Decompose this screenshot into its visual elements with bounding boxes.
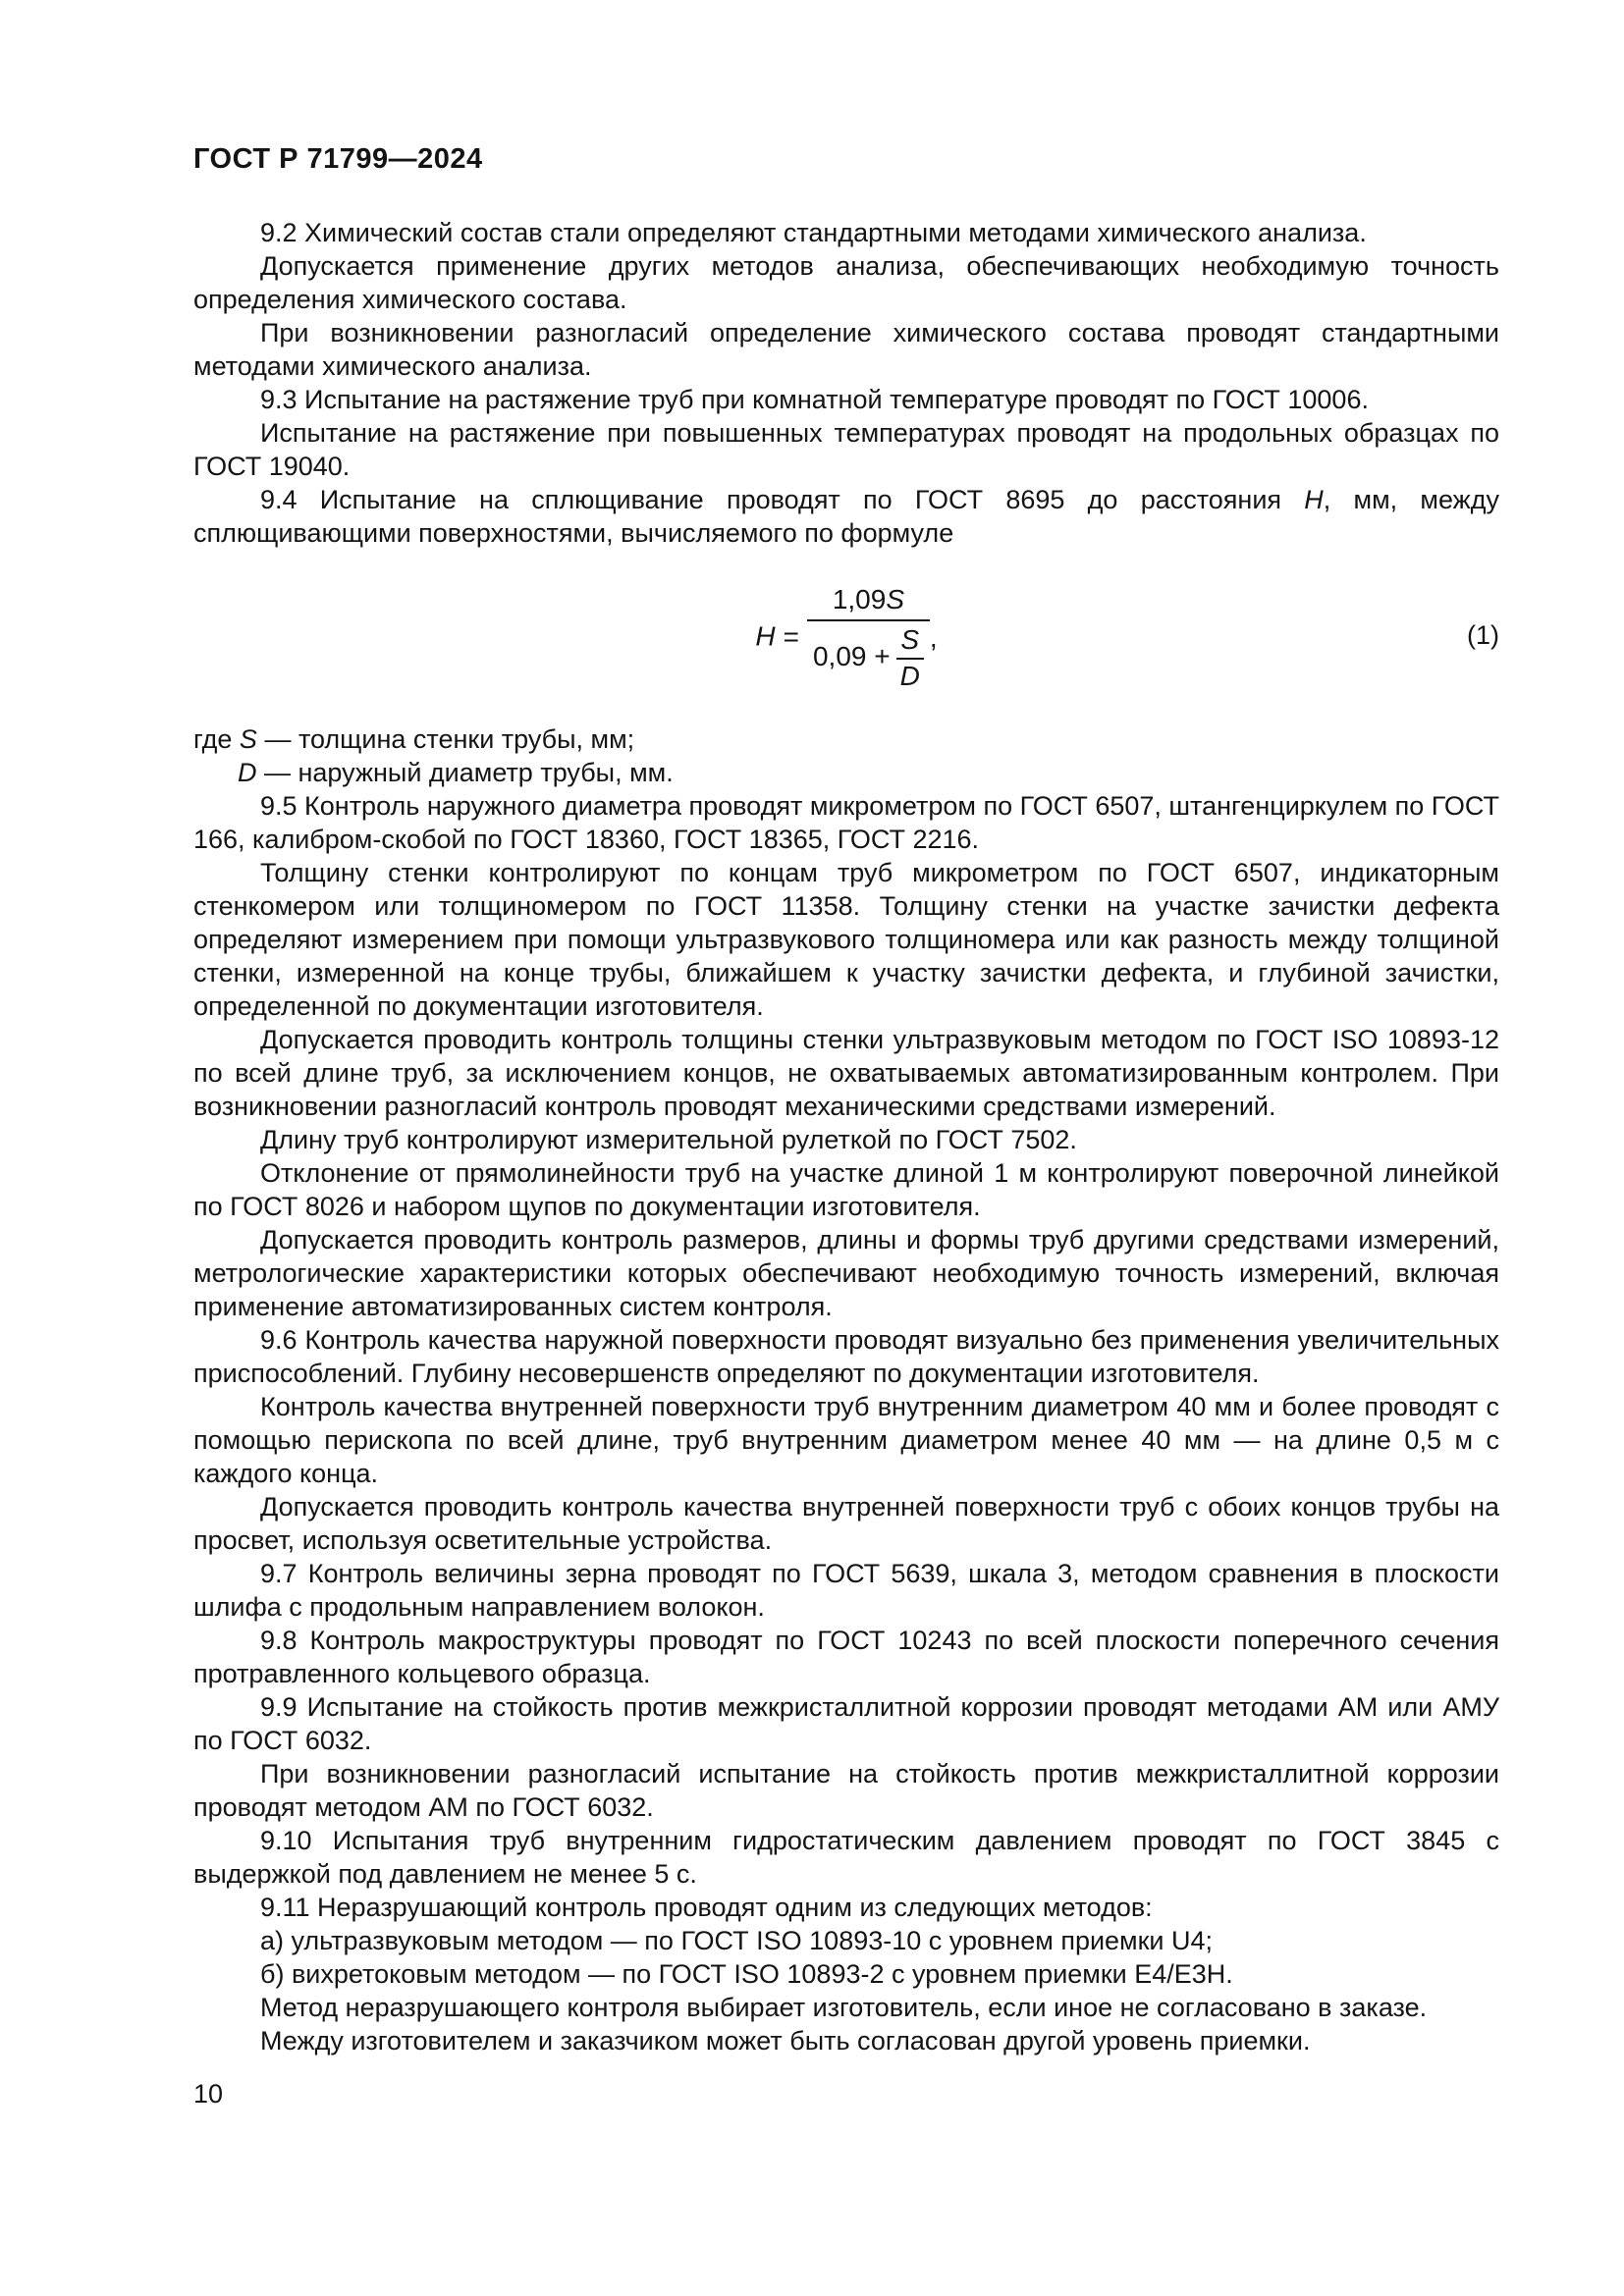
paragraph-9-2-a: Допускается применение других методов анализа, обеспечивающих необходимую точность определения химического состава. <box>193 251 1499 314</box>
paragraph-9-5-e: Допускается проводить контроль размеров, длины и формы труб другими средствами измерений, метрологические характеристики которых обеспечивают необходимую точность измерений, включая применение автоматизированных систем контроля. <box>193 1225 1499 1321</box>
main-fraction <box>807 585 930 691</box>
numerator-coefficient: 1,09 <box>832 584 887 614</box>
denominator-prefix: 0,09 + <box>812 640 891 671</box>
paragraph-9-5-b: Допускается проводить контроль толщины стенки ультразвуковым методом по ГОСТ ISO 10893-12 по всей длине труб, за исключением концов, не охватываемых автоматизированным контролем. При возникновении разногласий контроль проводят механическими средствами измерений. <box>193 1025 1499 1121</box>
document-header: ГОСТ Р 71799—2024 <box>193 143 483 175</box>
list-item-a: а) ультразвуковым методом — по ГОСТ ISO 10893-10 с уровнем приемки U4; <box>260 1926 1214 1955</box>
formula-trailing-comma: , <box>929 621 938 653</box>
paragraph-9-6-b: Допускается проводить контроль качества внутренней поверхности труб с обоих концов трубы на просвет, используя осветительные устройства. <box>193 1492 1499 1555</box>
where-s-text: — толщина стенки трубы, мм; <box>256 724 635 754</box>
paragraph-9-9: 9.9 Испытание на стойкость против межкристаллитной коррозии проводят методами АМ или АМУ по ГОСТ 6032. <box>193 1692 1499 1755</box>
document-body <box>193 216 1499 2057</box>
paragraph-9-11-c: Метод неразрушающего контроля выбирает изготовитель, если иное не согласовано в заказе. <box>260 1993 1428 2022</box>
paragraph-9-5-d: Отклонение от прямолинейности труб на участке длиной 1 м контролируют поверочной линейкой по ГОСТ 8026 и набором щупов по документации изготовителя. <box>193 1158 1499 1221</box>
inner-fraction <box>896 625 924 692</box>
numerator-variable: S <box>886 584 904 614</box>
fraction-denominator <box>807 621 930 692</box>
paragraph-9-11: 9.11 Неразрушающий контроль проводят одним из следующих методов: <box>260 1893 1153 1922</box>
where-s-definition <box>193 722 1499 756</box>
formula-lhs-variable: H <box>755 620 776 652</box>
variable-H: H <box>1304 485 1324 514</box>
formula-equation <box>755 585 937 691</box>
page-number: 10 <box>193 2079 224 2109</box>
where-lead: где <box>193 724 240 754</box>
paragraph-9-3: 9.3 Испытание на растяжение труб при комнатной температуре проводят по ГОСТ 10006. <box>260 385 1369 414</box>
where-d-text: — наружный диаметр трубы, мм. <box>256 758 674 787</box>
paragraph-9-6: 9.6 Контроль качества наружной поверхности проводят визуально без применения увеличительных приспособлений. Глубину несовершенств определяют по документации изготовителя. <box>193 1325 1499 1388</box>
paragraph-9-8: 9.8 Контроль макроструктуры проводят по ГОСТ 10243 по всей плоскости поперечного сечения протравленного кольцевого образца. <box>193 1626 1499 1688</box>
fraction-numerator <box>807 585 930 621</box>
equals-sign: = <box>783 620 799 652</box>
paragraph-9-4-text-cont: , мм, между сплющивающими поверхностями, вычисляемого по формуле <box>193 485 1499 548</box>
paragraph-9-5: 9.5 Контроль наружного диаметра проводят микрометром по ГОСТ 6507, штангенциркулем по ГОСТ 166, калибром-скобой по ГОСТ 18360, ГОСТ 18365, ГОСТ 2216. <box>193 791 1499 854</box>
paragraph-9-5-a: Толщину стенки контролируют по концам труб микрометром по ГОСТ 6507, индикаторным стенкомером или толщиномером по ГОСТ 11358. Толщину стенки на участке зачистки дефекта определяют измерением при помощи ультразвукового толщиномера или как разность между толщиной стенки, измеренной на конце трубы, ближайшем к участку зачистки дефекта, и глубиной зачистки, определенной по документации изготовителя. <box>193 858 1499 1021</box>
paragraph-9-2-b: При возникновении разногласий определение химического состава проводят стандартными методами химического анализа. <box>193 318 1499 381</box>
paragraph-9-7: 9.7 Контроль величины зерна проводят по ГОСТ 5639, шкала 3, методом сравнения в плоскости шлифа с продольным направлением волокон. <box>193 1559 1499 1622</box>
paragraph-9-9-a: При возникновении разногласий испытание на стойкость против межкристаллитной коррозии проводят методом АМ по ГОСТ 6032. <box>193 1759 1499 1822</box>
where-d-definition <box>193 756 1499 789</box>
variable-S: S <box>239 724 257 754</box>
formula-block <box>193 575 1499 693</box>
paragraph-9-10: 9.10 Испытания труб внутренним гидростатическим давлением проводят по ГОСТ 3845 с выдержкой под давлением не менее 5 с. <box>193 1826 1499 1889</box>
paragraph-9-11-d: Между изготовителем и заказчиком может быть согласован другой уровень приемки. <box>260 2026 1311 2056</box>
list-item-b: б) вихретоковым методом — по ГОСТ ISO 10893-2 с уровнем приемки Е4/Е3Н. <box>260 1959 1233 1989</box>
paragraph-9-4 <box>193 483 1499 550</box>
paragraph-9-3-a: Испытание на растяжение при повышенных температурах проводят на продольных образцах по ГОСТ 19040. <box>193 418 1499 481</box>
variable-D: D <box>238 758 257 787</box>
inner-denominator: D <box>899 660 920 691</box>
paragraph-9-2: 9.2 Химический состав стали определяют стандартными методами химического анализа. <box>260 218 1367 247</box>
inner-numerator: S <box>896 625 924 660</box>
paragraph-9-6-a: Контроль качества внутренней поверхности труб внутренним диаметром 40 мм и более проводят с помощью перископа по всей длине, труб внутренним диаметром менее 40 мм — на длине 0,5 м с каждого конца. <box>193 1392 1499 1488</box>
paragraph-9-4-text: 9.4 Испытание на сплющивание проводят по ГОСТ 8695 до расстояния <box>260 485 1305 514</box>
equation-number: (1) <box>1467 620 1499 650</box>
paragraph-9-5-c: Длину труб контролируют измерительной рулеткой по ГОСТ 7502. <box>260 1125 1077 1154</box>
